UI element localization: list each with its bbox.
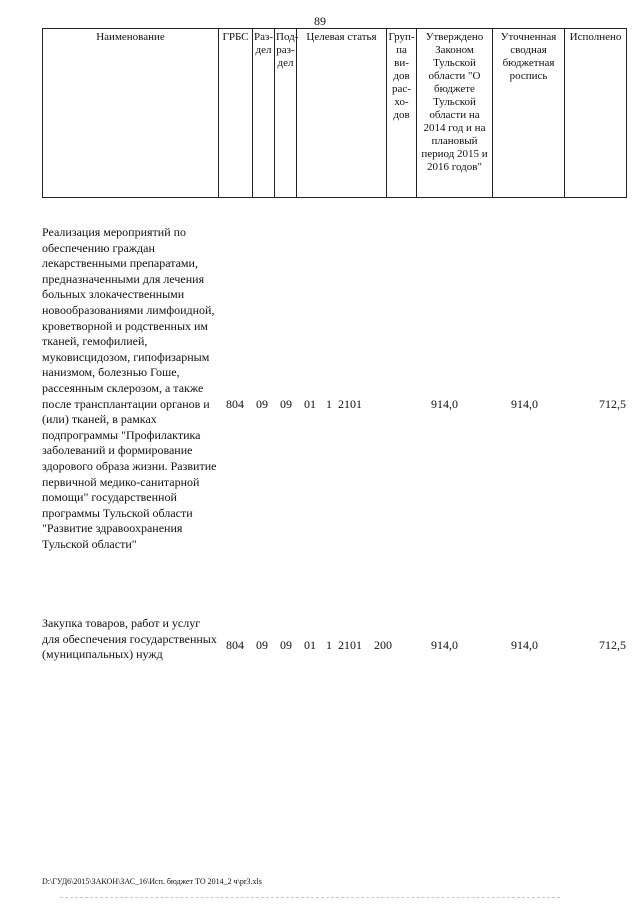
header-podrazdel: Под-раз-дел xyxy=(275,29,297,198)
table-row xyxy=(42,616,626,680)
row-executed: 712,5 xyxy=(599,638,626,652)
header-expense-group: Груп-па ви-дов рас-хо-дов xyxy=(387,29,417,198)
header-grbs: ГРБС xyxy=(219,29,253,198)
header-approved: Утверждено Законом Тульской области "О бюджете Тульской области на 2014 год и на плановый период 2015 и 2016 годов" xyxy=(417,29,493,198)
row-name: Закупка товаров, работ и услуг для обеспечения государственных (муниципальных) нужд xyxy=(42,616,217,662)
row-name: Реализация мероприятий по обеспечению граждан лекарственными препаратами, предназначенными для лечения больных злокачественными новообразованиями лимфоидной, кроветворной и родственных им тканей, гемофилией, муковисцидозом, гипофизарным нанизмом, болезнью Гоше, рассеянным склерозом, а также после трансплантации органов и (или) тканей, в рамках подпрограммы "Профилактика заболеваний и формирование здорового образа жизни. Развитие первичной медико-санитарной помощи" государственной программы Тульской области "Развитие здравоохранения Тульской области" xyxy=(42,225,217,551)
header-refined: Уточненная сводная бюджетная роспись xyxy=(493,29,565,198)
row-refined: 914,0 xyxy=(511,397,538,411)
row-article-program: 01 xyxy=(304,397,316,411)
row-podrazdel: 09 xyxy=(280,397,292,411)
header-razdel: Раз-дел xyxy=(253,29,275,198)
page-number: 89 xyxy=(314,14,326,28)
row-article-subprogram: 1 xyxy=(326,397,332,411)
row-executed: 712,5 xyxy=(599,397,626,411)
table-row xyxy=(42,225,626,597)
row-expense-group: 200 xyxy=(374,638,392,652)
row-article-program: 01 xyxy=(304,638,316,652)
budget-table-header xyxy=(42,28,627,198)
row-article-subprogram: 1 xyxy=(326,638,332,652)
header-name: Наименование xyxy=(43,29,219,198)
row-article-code: 2101 xyxy=(338,638,362,652)
header-executed: Исполнено xyxy=(565,29,627,198)
scan-artifact-line xyxy=(60,897,560,898)
row-article-code: 2101 xyxy=(338,397,362,411)
row-grbs: 804 xyxy=(226,638,244,652)
row-podrazdel: 09 xyxy=(280,638,292,652)
header-target-article: Целевая статья xyxy=(297,29,387,198)
row-approved: 914,0 xyxy=(431,638,458,652)
row-refined: 914,0 xyxy=(511,638,538,652)
row-razdel: 09 xyxy=(256,638,268,652)
row-approved: 914,0 xyxy=(431,397,458,411)
row-grbs: 804 xyxy=(226,397,244,411)
footer-file-path: D:\ГУД6\2015\ЗАКОН\ЗАС_16\Исп. бюджет ТО 2014_2 ч\pr3.xls xyxy=(42,877,262,886)
row-razdel: 09 xyxy=(256,397,268,411)
